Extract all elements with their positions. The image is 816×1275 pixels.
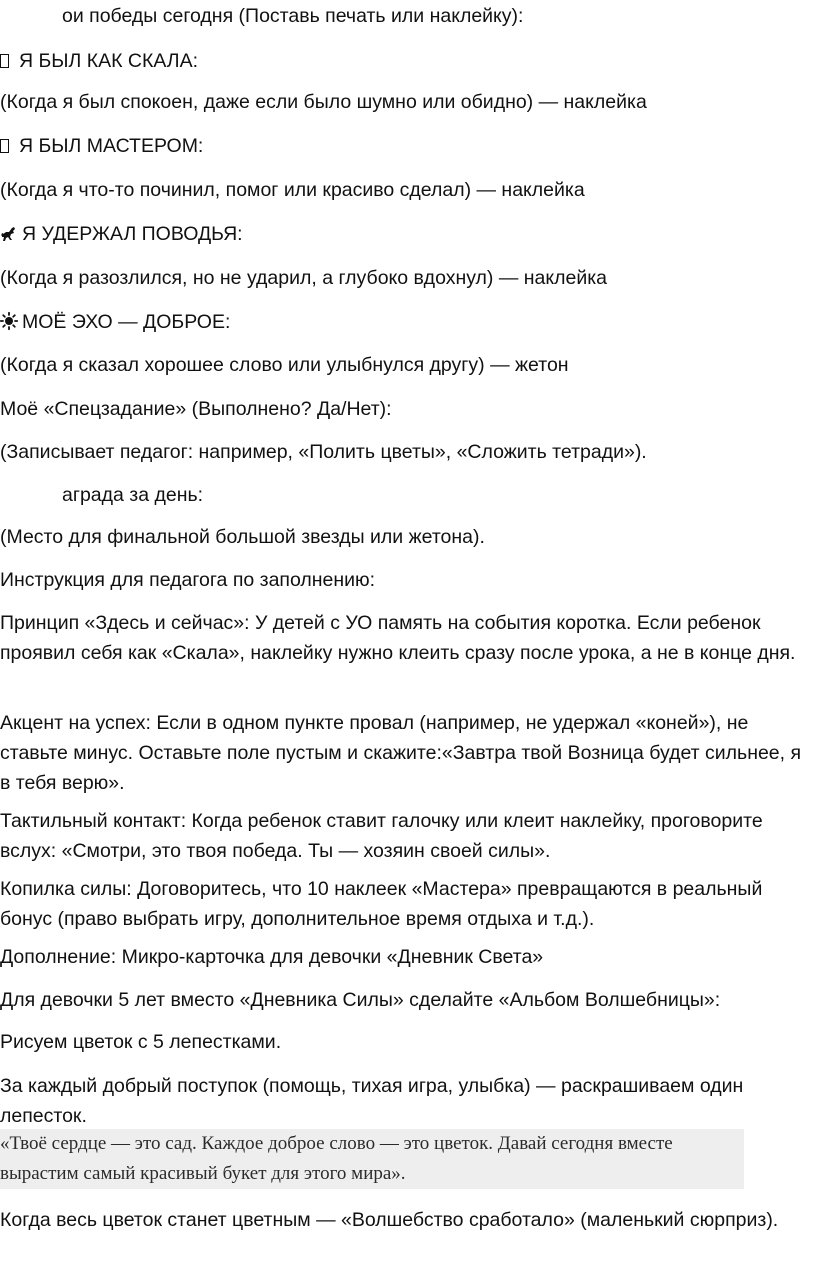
missing-glyph-box-icon [0, 54, 9, 68]
addition-heading: Дополнение: Микро-карточка для девочки «Дневник Света» [0, 946, 544, 968]
missing-glyph-box-icon [0, 139, 9, 153]
master-item-description: (Когда я что-то починил, помог или красиво сделал) — наклейка [0, 179, 585, 201]
teacher-instructions-heading: Инструкция для педагога по заполнению: [0, 569, 376, 591]
echo-item-heading: МОЁ ЭХО — ДОБРОЕ: [0, 307, 230, 337]
focus-on-success: Акцент на успех: Если в одном пункте провал (например, не удержал «коней»), не ставьте минус. Оставьте поле пустым и скажите:«Завтра твой Возница будет сильнее, я в тебя верю». [0, 712, 802, 794]
reins-item-heading: Я УДЕРЖАЛ ПОВОДЬЯ: [0, 219, 243, 249]
reins-item-description: (Когда я разозлился, но не ударил, а глубоко вдохнул) — наклейка [0, 267, 608, 289]
principle-here-and-now: Принцип «Здесь и сейчас»: У детей с УО память на события коротка. Если ребенок проявил себя как «Скала», наклейку нужно клеить сразу после урока, а не в конце дня. [0, 612, 796, 664]
daily-reward-description: (Место для финальной большой звезды или жетона). [0, 526, 485, 548]
rock-item-heading: Я БЫЛ КАК СКАЛА: [0, 46, 198, 76]
horse-icon [0, 223, 18, 243]
tactile-contact: Тактильный контакт: Когда ребенок ставит галочку или клеит наклейку, проговорите вслух: «Смотри, это твоя победа. Ты — хозяин своей силы». [0, 810, 763, 862]
heart-garden-quote: «Твоё сердце — это сад. Каждое доброе слово — это цветок. Давай сегодня вместе вырастим самый красивый букет для этого мира». [0, 1129, 744, 1189]
flower-instruction: Рисуем цветок с 5 лепестками. [0, 1031, 282, 1053]
echo-item-description: (Когда я сказал хорошее слово или улыбнулся другу) — жетон [0, 354, 569, 376]
girl-album-intro: Для девочки 5 лет вместо «Дневника Силы» сделайте «Альбом Волшебницы»: [0, 989, 721, 1011]
daily-reward-heading: аграда за день: [62, 484, 204, 506]
petal-instruction: За каждый добрый поступок (помощь, тихая игра, улыбка) — раскрашиваем один лепесток. [0, 1075, 744, 1127]
master-item-heading: Я БЫЛ МАСТЕРОМ: [0, 131, 203, 161]
rock-item-description: (Когда я был спокоен, даже если было шумно или обидно) — наклейка [0, 91, 647, 113]
sun-icon [0, 311, 18, 331]
victories-heading: ои победы сегодня (Поставь печать или наклейку): [62, 5, 524, 27]
special-task-description: (Записывает педагог: например, «Полить цветы», «Сложить тетради»). [0, 441, 647, 463]
special-task-heading: Моё «Спецзадание» (Выполнено? Да/Нет): [0, 398, 392, 420]
magic-worked-text: Когда весь цветок станет цветным — «Волшебство сработало» (маленький сюрприз). [0, 1209, 779, 1231]
strength-piggy-bank: Копилка силы: Договоритесь, что 10 наклеек «Мастера» превращаются в реальный бонус (право выбрать игру, дополнительное время отдыха и т.д.). [0, 878, 763, 930]
